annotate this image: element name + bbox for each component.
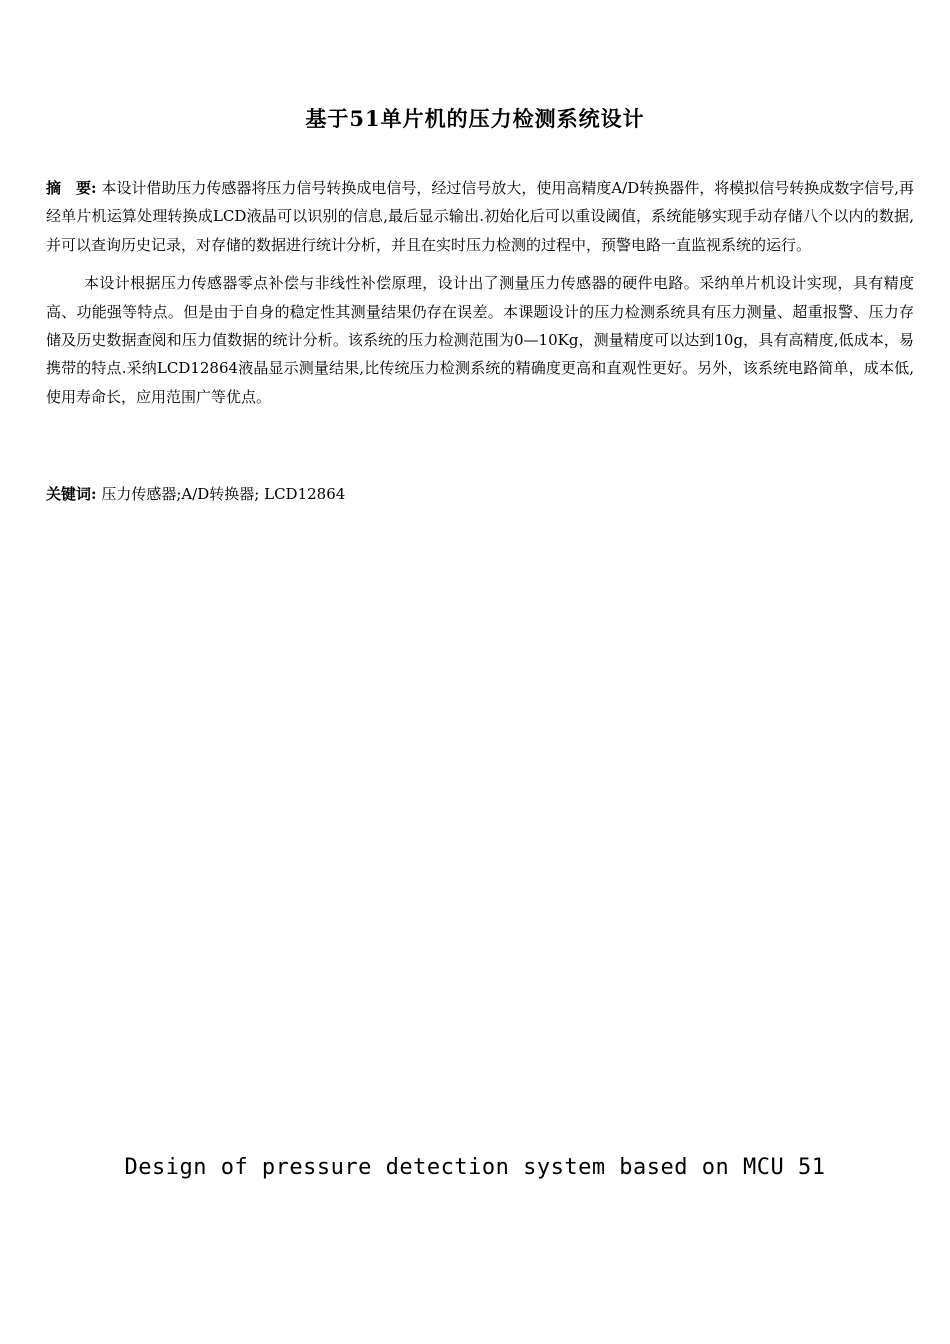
abstract-section	[46, 174, 914, 411]
abstract-label: 摘 要:	[46, 179, 97, 197]
abstract-text-1: 本设计借助压力传感器将压力信号转换成电信号，经过信号放大，使用高精度A/D转换器件，将模拟信号转换成数字信号,再经单片机运算处理转换成LCD液晶可以识别的信息,最后显示输出.初始化后可以重设阈值，系统能够实现手动存储八个以内的数据,并可以查询历史记录，对存储的数据进行统计分析，并且在实时压力检测的过程中，预警电路一直监视系统的运行。	[46, 179, 915, 254]
abstract-paragraph-1	[46, 174, 914, 259]
chinese-title: 基于51单片机的压力检测系统设计	[305, 106, 645, 131]
english-title: Design of pressure detection system based on MCU 51	[124, 1155, 826, 1180]
keywords-line	[46, 480, 914, 508]
keywords-text: 压力传感器;A/D转换器; LCD12864	[101, 485, 346, 503]
keywords-label: 关键词:	[46, 485, 97, 503]
abstract-paragraph-2: 本设计根据压力传感器零点补偿与非线性补偿原理，设计出了测量压力传感器的硬件电路。采纳单片机设计实现，具有精度高、功能强等特点。但是由于自身的稳定性其测量结果仍存在误差。本课题设计的压力检测系统具有压力测量、超重报警、压力存储及历史数据查阅和压力值数据的统计分析。该系统的压力检测范围为0—10Kg，测量精度可以达到10g，具有高精度,低成本，易携带的特点.采纳LCD12864液晶显示测量结果,比传统压力检测系统的精确度更高和直观性更好。另外，该系统电路简单，成本低,使用寿命长，应用范围广等优点。	[46, 274, 914, 406]
